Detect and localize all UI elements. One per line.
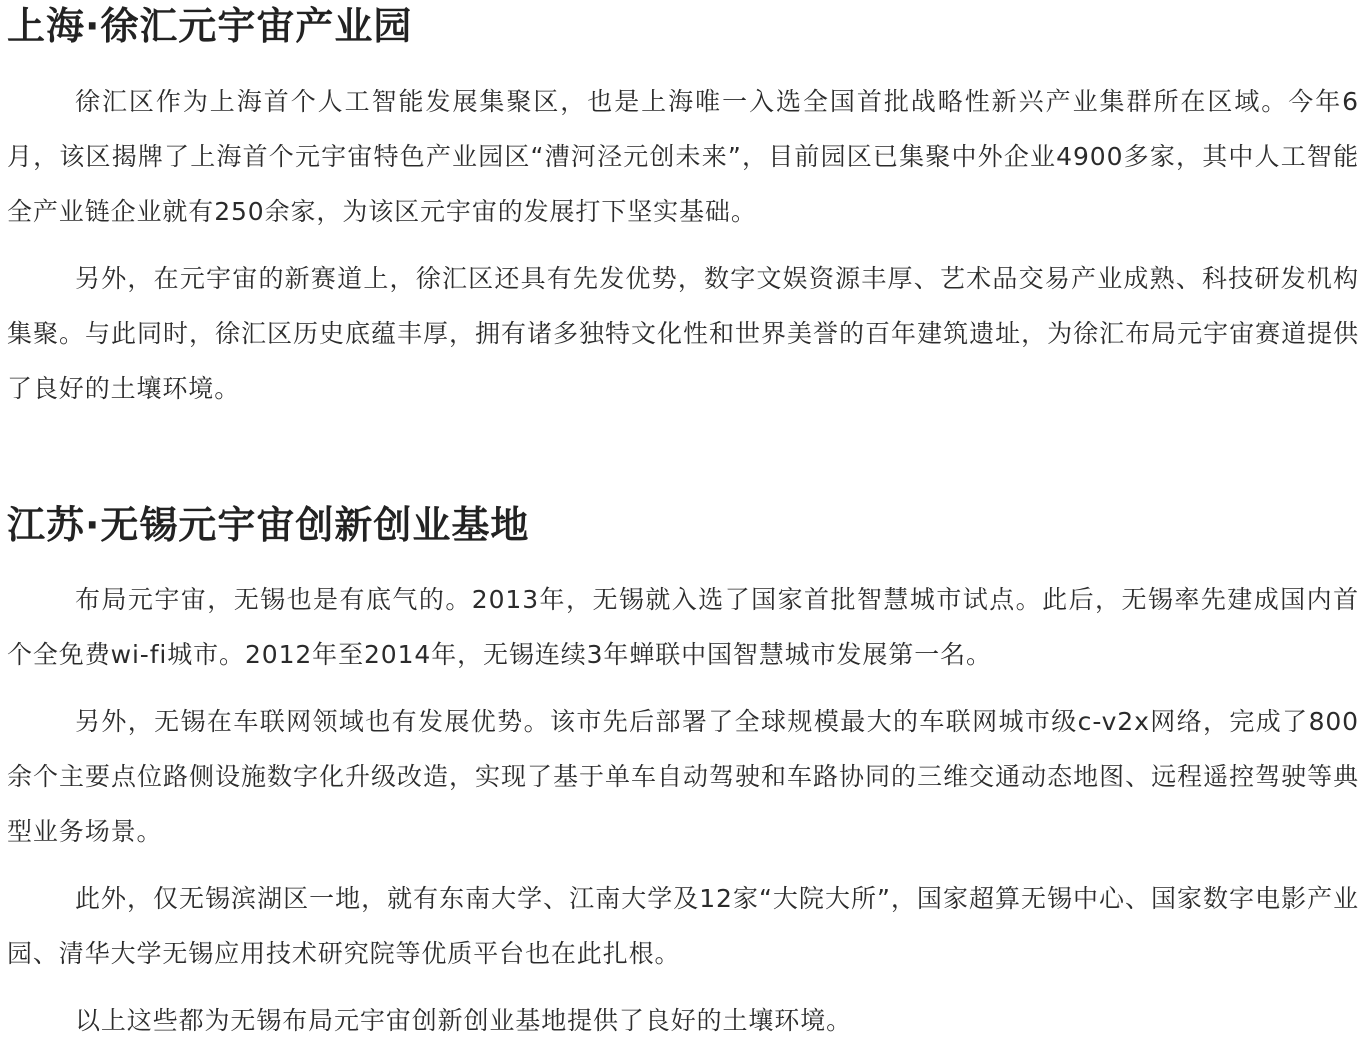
- section-title: 江苏·无锡元宇宙创新创业基地: [7, 503, 530, 547]
- section-wuxi: [7, 499, 1359, 1048]
- paragraph: 另外，在元宇宙的新赛道上，徐汇区还具有先发优势，数字文娱资源丰厚、艺术品交易产业成熟、科技研发机构集聚。与此同时，徐汇区历史底蕴丰厚，拥有诸多独特文化性和世界美誉的百年建筑遗址，为徐汇布局元宇宙赛道提供了良好的土壤环境。: [7, 264, 1359, 403]
- paragraph: 布局元宇宙，无锡也是有底气的。2013年，无锡就入选了国家首批智慧城市试点。此后，无锡率先建成国内首个全免费wi-fi城市。2012年至2014年，无锡连续3年蝉联中国智慧城市发展第一名。: [7, 585, 1359, 669]
- paragraph: 另外，无锡在车联网领域也有发展优势。该市先后部署了全球规模最大的车联网城市级c-v2x网络，完成了800余个主要点位路侧设施数字化升级改造，实现了基于单车自动驾驶和车路协同的三维交通动态地图、远程遥控驾驶等典型业务场景。: [7, 707, 1359, 846]
- section-title: 上海·徐汇元宇宙产业园: [7, 4, 413, 48]
- paragraph: 此外，仅无锡滨湖区一地，就有东南大学、江南大学及12家“大院大所”，国家超算无锡中心、国家数字电影产业园、清华大学无锡应用技术研究院等优质平台也在此扎根。: [7, 884, 1359, 968]
- paragraph: 以上这些都为无锡布局元宇宙创新创业基地提供了良好的土壤环境。: [75, 1006, 853, 1035]
- paragraph: 徐汇区作为上海首个人工智能发展集聚区，也是上海唯一入选全国首批战略性新兴产业集群所在区域。今年6月，该区揭牌了上海首个元宇宙特色产业园区“漕河泾元创未来”，目前园区已集聚中外企业4900多家，其中人工智能全产业链企业就有250余家，为该区元宇宙的发展打下坚实基础。: [7, 87, 1359, 226]
- article: [7, 0, 1359, 1048]
- section-shanghai: [7, 0, 1359, 416]
